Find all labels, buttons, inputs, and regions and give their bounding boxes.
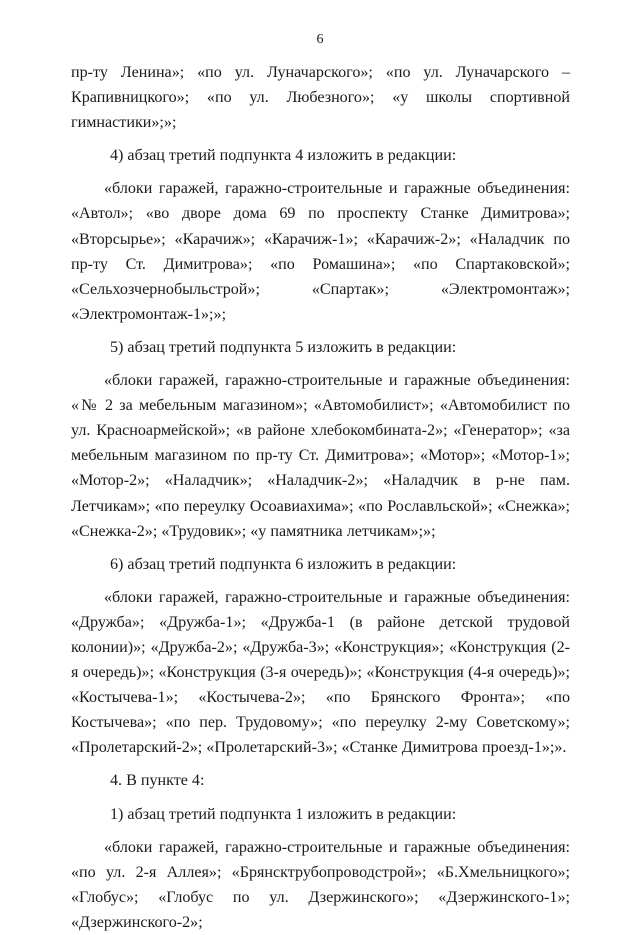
page-number: 6: [316, 32, 324, 47]
paragraph-continuation: пр-ту Ленина»; «по ул. Луначарского»; «по ул. Луначарского – Крапивницкого»; «по ул. Любезного»; «у школы спортивной гимнастики»;»;: [71, 64, 570, 132]
paragraph-garage-list: «блоки гаражей, гаражно-строительные и гаражные объединения: «№ 2 за мебельным магазином»; «Автомобилист»; «Автомобилист по ул. Красноармейской»; «в районе хлебокомбината-2»; «Генератор»; «за мебельным магазином по пр-ту Ст. Димитрова»; «Мотор»; «Мотор-1»; «Мотор-2»; «Наладчик»; «Наладчик-2»; «Наладчик в р-не пам. Летчикам»; «по переулку Осоавиахима»; «по Рославльской»; «Снежка»; «Снежка-2»; «Трудовик»; «у памятника летчикам»;»;: [71, 372, 570, 540]
paragraph-garage-list: «блоки гаражей, гаражно-строительные и гаражные объединения: «Дружба»; «Дружба-1»; «Дружба-1 (в районе детской трудовой колонии)»; «Дружба-2»; «Дружба-3»; «Конструкция»; «Конструкция (2-я очередь)»; «Конструкция (3-я очередь)»; «Конструкция (4-я очередь)»; «Костычева-1»; «Костычева-2»; «по Брянского Фронта»; «по Костычева»; «по пер. Трудовому»; «по переулку 2-му Советскому»; «Пролетарский-2»; «Пролетарский-3»; «Станке Димитрова проезд-1»;».: [71, 588, 570, 757]
paragraph-section-4: 4. В пункте 4:: [110, 772, 205, 790]
paragraph-item-6: 6) абзац третий подпункта 6 изложить в редакции:: [110, 555, 457, 573]
paragraph-item-1: 1) абзац третий подпункта 1 изложить в редакции:: [110, 805, 457, 823]
paragraph-item-5: 5) абзац третий подпункта 5 изложить в редакции:: [110, 338, 457, 356]
document-body: [71, 60, 570, 935]
paragraph-item-4: 4) абзац третий подпункта 4 изложить в редакции:: [110, 147, 457, 165]
paragraph-garage-list: «блоки гаражей, гаражно-строительные и гаражные объединения: «Автол»; «во дворе дома 69 по проспекту Станке Димитрова»; «Вторсырье»; «Карачиж»; «Карачиж-1»; «Карачиж-2»; «Наладчик по пр-ту Ст. Димитрова»; «по Ромашина»; «по Спартаковской»; «Сельхозчернобыльстрой»; «Спартак»; «Электромонтаж»; «Электромонтаж-1»;»;: [71, 180, 570, 323]
paragraph-garage-list: «блоки гаражей, гаражно-строительные и гаражные объединения: «по ул. 2-я Аллея»; «Брянсктрубопроводстрой»; «Б.Хмельницкого»; «Глобус»; «Глобус по ул. Дзержинского»; «Дзержинского-1»; «Дзержинского-2»;: [71, 838, 570, 931]
